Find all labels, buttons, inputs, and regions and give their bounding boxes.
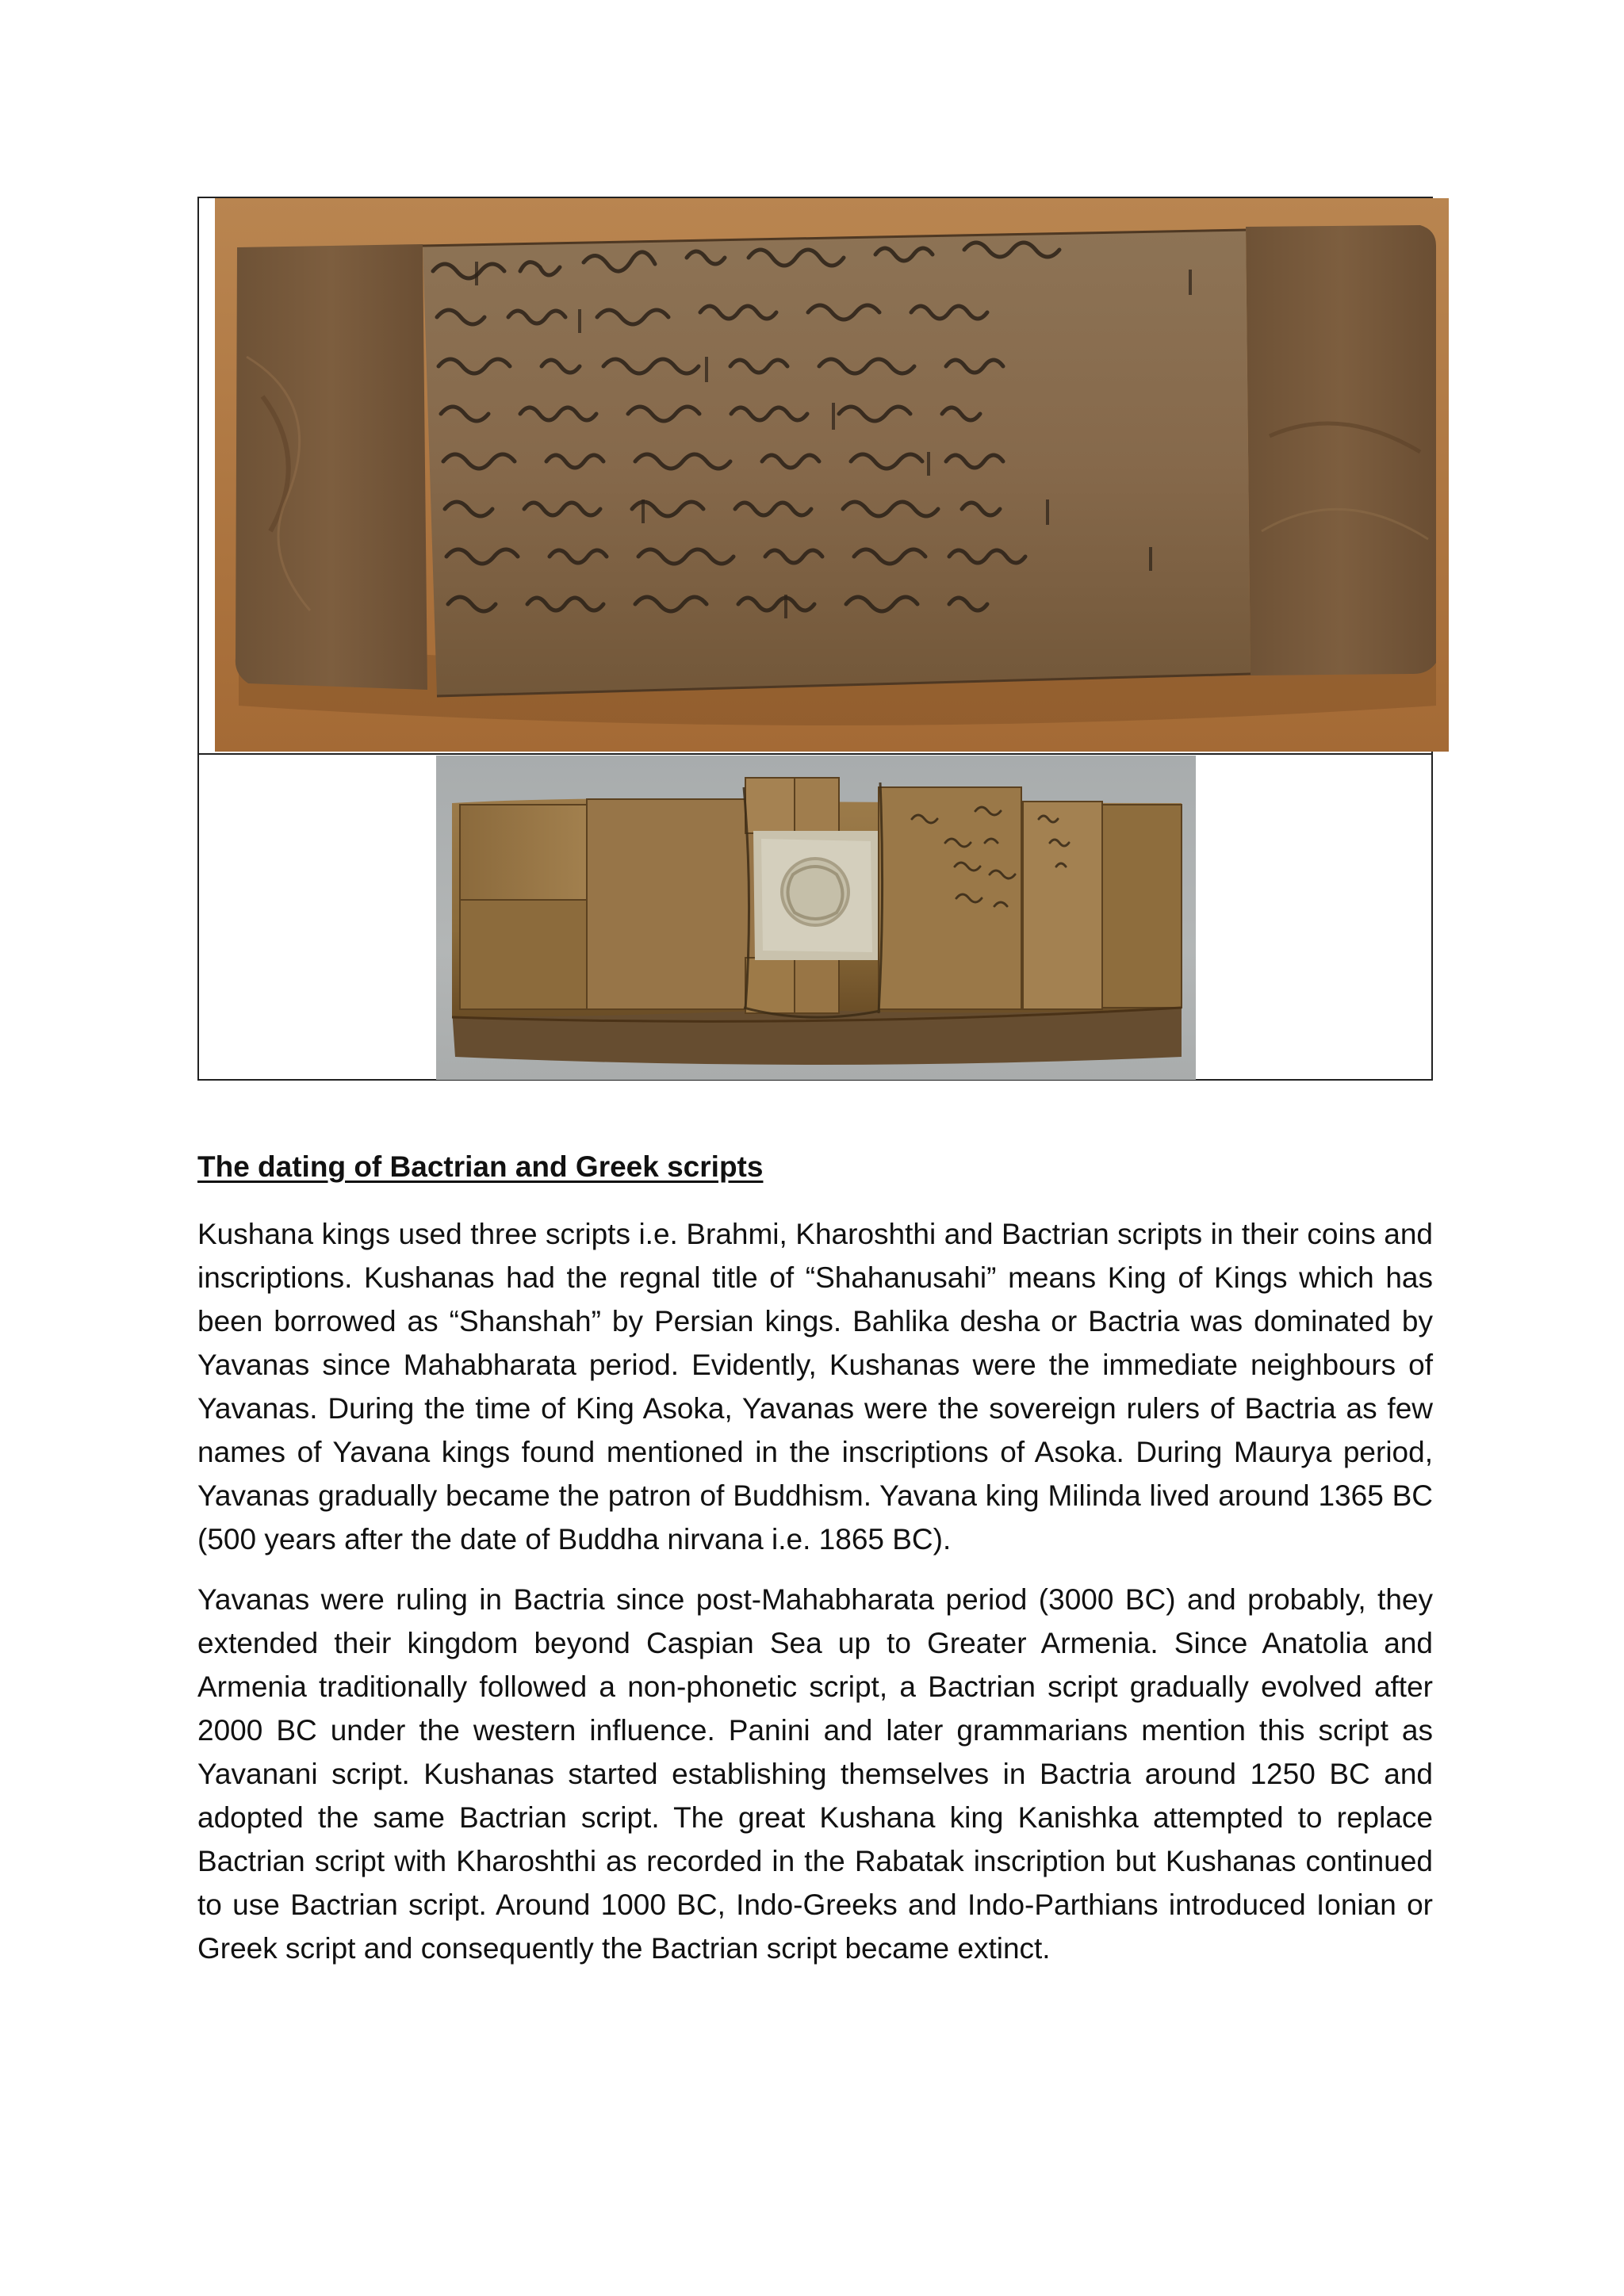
wooden-tablet-illustration: [215, 198, 1449, 752]
bundled-tablets-illustration: [436, 756, 1196, 1080]
bundled-tablets-photo: [436, 756, 1196, 1080]
section-heading: The dating of Bactrian and Greek scripts: [197, 1150, 764, 1183]
paragraph-yavanas-bactria: Yavanas were ruling in Bactria since post-Mahabharata period (3000 BC) and probably, they extended their kingdom beyond Caspian Sea up to Greater Armenia. Since Anatolia and Armenia traditionally followed a non-phonetic script, a Bactrian script gradually evolved after 2000 BC under the western influence. Panini and later grammarians mention this script as Yavanani script. Kushanas started establishing themselves in Bactria around 1250 BC and adopted the same Bactrian script. The great Kushana king Kanishka attempted to replace Bactrian script with Kharoshthi as recorded in the Rabatak inscription but Kushanas continued to use Bactrian script. Around 1000 BC, Indo-Greeks and Indo-Parthians introduced Ionian or Greek script and consequently the Bactrian script became extinct.: [197, 1583, 1433, 1965]
paragraph-kushana-scripts: Kushana kings used three scripts i.e. Brahmi, Kharoshthi and Bactrian scripts in their coins and inscriptions. Kushanas had the regnal title of “Shahanusahi” means King of Kings which has been borrowed as “Shanshah” by Persian kings. Bahlika desha or Bactria was dominated by Yavanas since Mahabharata period. Evidently, Kushanas were the immediate neighbours of Yavanas. During the time of King Asoka, Yavanas were the sovereign rulers of Bactria as few names of Yavana kings found mentioned in the inscriptions of Asoka. During Maurya period, Yavanas gradually became the patron of Buddhism. Yavana king Milinda lived around 1365 BC (500 years after the date of Buddha nirvana i.e. 1865 BC).: [197, 1218, 1433, 1556]
wooden-tablet-photo: [215, 198, 1449, 752]
figure-table: [197, 197, 1433, 1081]
figure-divider: [199, 753, 1431, 755]
